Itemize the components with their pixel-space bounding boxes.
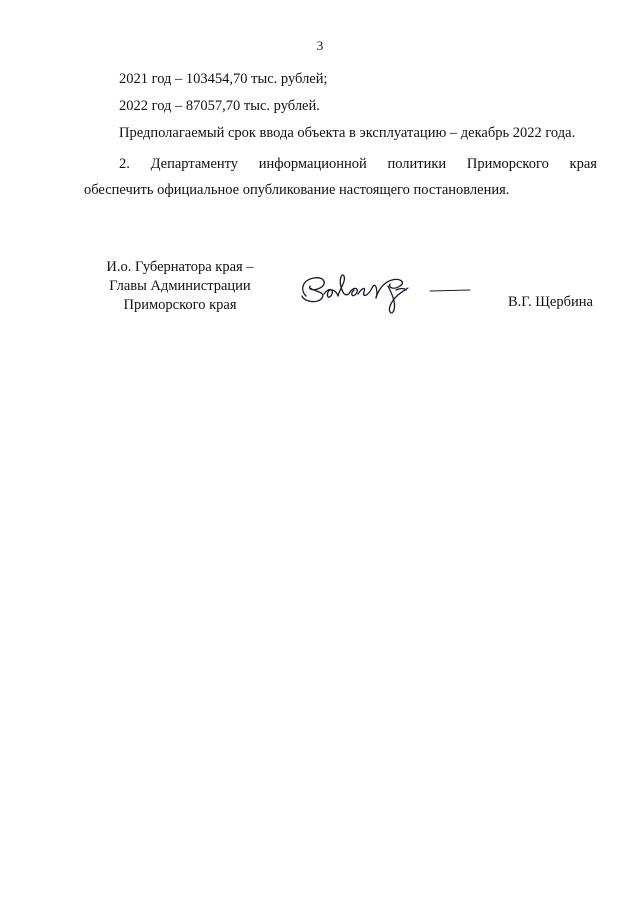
commissioning-term-line: Предполагаемый срок ввода объекта в эксплуатацию – декабрь 2022 года. bbox=[119, 125, 576, 141]
item-2-word: политики bbox=[387, 156, 447, 172]
item-2-paragraph bbox=[84, 151, 597, 203]
page-number: 3 bbox=[316, 38, 324, 53]
signer-name: В.Г. Щербина bbox=[508, 294, 593, 310]
signatory-title-line: Главы Администрации bbox=[109, 278, 251, 294]
handwritten-signature bbox=[292, 266, 472, 320]
funding-2021-line: 2021 год – 103454,70 тыс. рублей; bbox=[119, 71, 328, 87]
item-2-word: информационной bbox=[258, 156, 367, 172]
signatory-title-line: И.о. Губернатора края – bbox=[106, 259, 254, 275]
item-2-first-line bbox=[84, 151, 597, 177]
signatory-title-line: Приморского края bbox=[123, 297, 237, 313]
item-2-word: края bbox=[569, 156, 597, 172]
item-2-number: 2. bbox=[119, 156, 130, 172]
item-2-second-line: обеспечить официальное опубликование настоящего постановления. bbox=[84, 182, 510, 198]
item-2-word: Департаменту bbox=[150, 156, 239, 172]
item-2-word: Приморского bbox=[466, 156, 549, 172]
signatory-title bbox=[80, 258, 280, 315]
funding-2022-line: 2022 год – 87057,70 тыс. рублей. bbox=[119, 98, 320, 114]
